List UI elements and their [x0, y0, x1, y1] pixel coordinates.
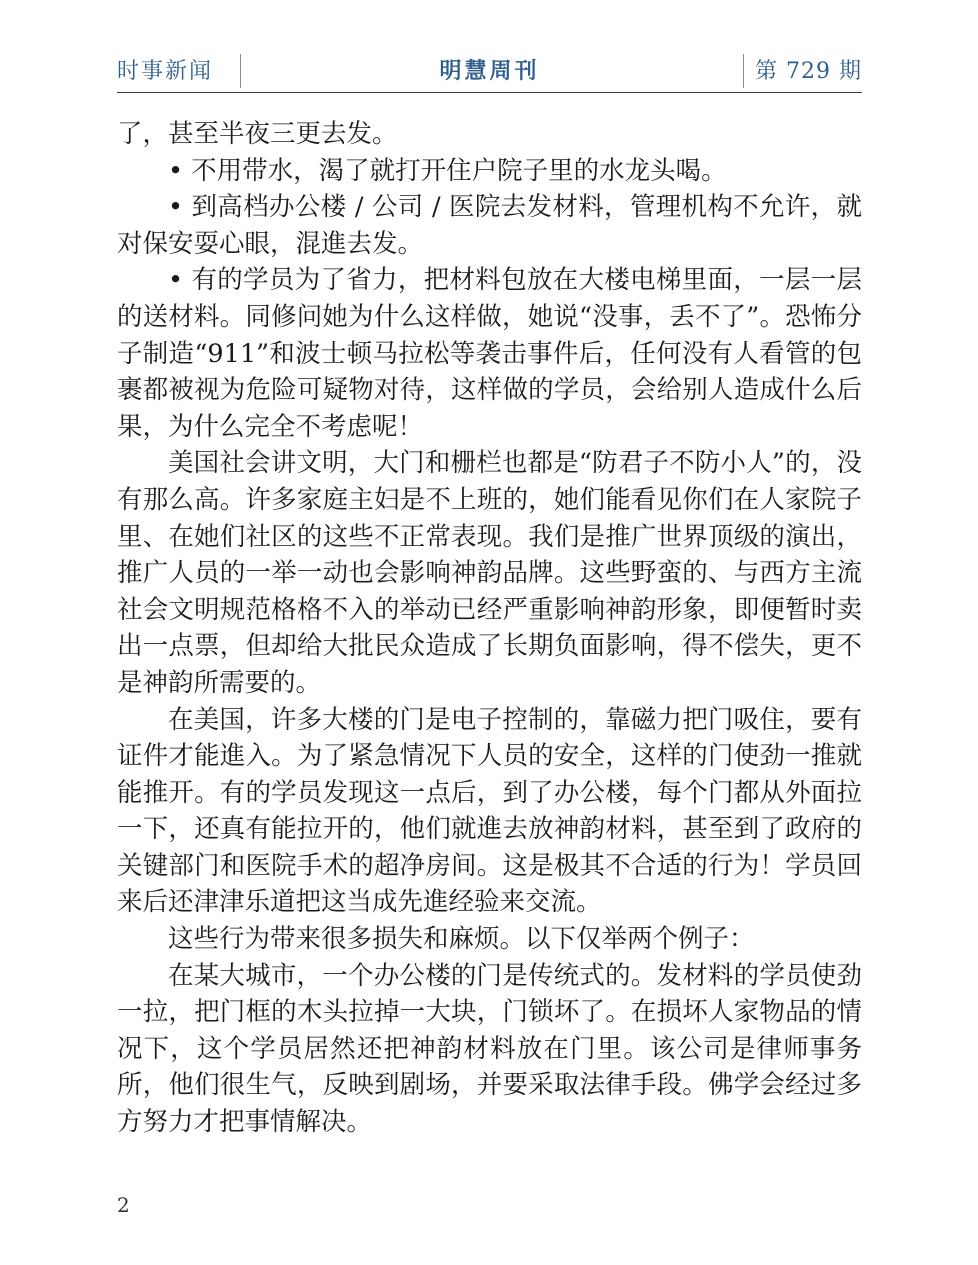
paragraph: 在某大城市，一个办公楼的门是传统式的。发材料的学员使劲一拉，把门框的木头拉掉一大块，门锁坏了。在损坏人家物品的情况下，这个学员居然还把神韵材料放在门里。该公司是律师事务所，他们很生气，反映到剧场，并要采取法律手段。佛学会经过多方努力才把事情解决。: [117, 960, 862, 1138]
section-label: 时事新闻: [117, 59, 214, 84]
page-header: [117, 52, 862, 93]
header-divider-right: [743, 54, 744, 88]
page-number: 2: [117, 1193, 130, 1217]
paragraph: 了，甚至半夜三更去发。: [117, 119, 398, 149]
publication-title: 明慧周刊: [439, 58, 540, 84]
issue-number: 第 729 期: [755, 59, 862, 84]
paragraph: 这些行为带来很多损失和麻烦。以下仅举两个例子：: [168, 924, 755, 955]
paragraph: 在美国，许多大楼的门是电子控制的，靠磁力把门吸住，要有证件才能進入。为了紧急情况下人员的安全，这样的门使劲一推就能推开。有的学员发现这一点后，到了办公楼，每个门都从外面拉一下，还真有能拉开的，他们就進去放神韵材料，甚至到了政府的关键部门和医院手术的超净房间。这是极其不合适的行为！学员回来后还津津乐道把这当成先進经验来交流。: [117, 704, 862, 918]
paragraph: 美国社会讲文明，大门和栅栏也都是“防君子不防小人”的，没有那么高。许多家庭主妇是不上班的，她们能看见你们在人家院子里、在她们社区的这些不正常表现。我们是推广世界顶级的演出，推广人员的一举一动也会影响神韵品牌。这些野蛮的、与西方主流社会文明规范格格不入的举动已经严重影响神韵形象，即便暂时卖出一点票，但却给大批民众造成了长期负面影响，得不偿失，更不是神韵所需要的。: [117, 448, 862, 698]
bullet-paragraph: • 不用带水，渴了就打开住户院子里的水龙头喝。: [168, 155, 727, 186]
bullet-paragraph: • 到高档办公楼 / 公司 / 医院去发材料，管理机构不允许，就对保安耍心眼，混進去发。: [117, 192, 862, 259]
bullet-paragraph: • 有的学员为了省力，把材料包放在大楼电梯里面，一层一层的送材料。同修问她为什么这样做，她说“没事，丢不了”。恐怖分子制造“911”和波士顿马拉松等袭击事件后，任何没有人看管的包裹都被视为危险可疑物对待，这样做的学员，会给别人造成什么后果，为什么完全不考虑呢！: [117, 265, 862, 442]
article-body: [117, 116, 862, 1141]
